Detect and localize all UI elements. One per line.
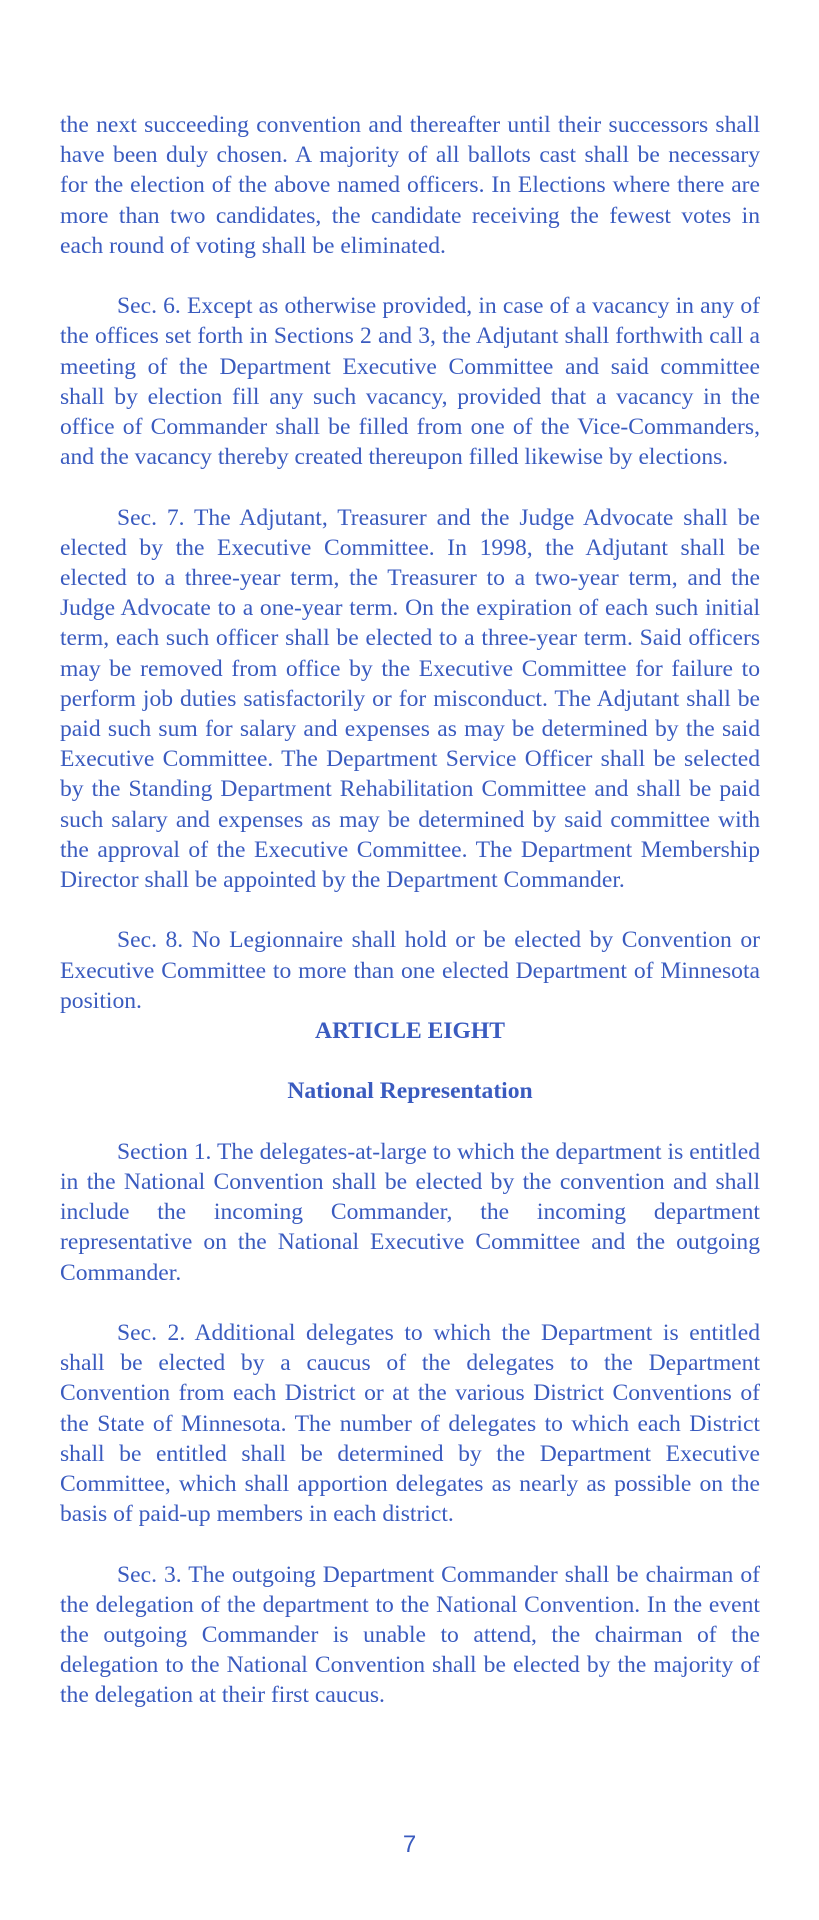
paragraph-sec-6: Sec. 6. Except as otherwise provided, in case of a vacancy in any of the offices set forth in Sections 2 and 3, the Adjutant shall forthwith call a meeting of the Department Executive Committee and said committee shall by election fill any such vacancy, provided that a vacancy in the office of Commander shall be filled from one of the Vice-Commanders, and the vacancy thereby created thereupon filled likewise by elections. [60, 293, 760, 471]
page-number: 7 [402, 1831, 417, 1858]
paragraph-sec-2: Sec. 2. Additional delegates to which the Department is entitled shall be elected by a caucus of the delegates to the Department Convention from each District or at the various District Conventions of the State of Minnesota. The number of delegates to which each District shall be entitled shall be determined by the Department Executive Committee, which shall apportion delegates as nearly as possible on the basis of paid-up members in each district. [60, 1320, 760, 1528]
paragraph-section-1: Section 1. The delegates-at-large to which the department is entitled in the National Convention shall be elected by the convention and shall include the incoming Commander, the incoming department representative on the National Executive Committee and the outgoing Commander. [60, 1138, 760, 1286]
article-title: ARTICLE EIGHT [315, 1018, 505, 1045]
paragraph-sec-8: Sec. 8. No Legionnaire shall hold or be elected by Convention or Executive Committee to more than one elected Department of Minnesota position. [60, 927, 760, 1014]
paragraph-continuation: the next succeeding convention and thereafter until their successors shall have been duly chosen. A majority of all ballots cast shall be necessary for the election of the above named officers. In Elections where there are more than two candidates, the candidate receiving the fewest votes in each round of voting shall be eliminated. [60, 112, 760, 259]
document-page [60, 110, 760, 1711]
article-subtitle: National Representation [287, 1078, 533, 1105]
paragraph-sec-7: Sec. 7. The Adjutant, Treasurer and the Judge Advocate shall be elected by the Executive Committee. In 1998, the Adjutant shall be elected to a three-year term, the Treasurer to a two-year term, and the Judge Advocate to a one-year term. On the expiration of each such initial term, each such officer shall be elected to a three-year term. Said officers may be removed from office by the Executive Committee for failure to perform job duties satisfactorily or for misconduct. The Adjutant shall be paid such sum for salary and expenses as may be determined by the said Executive Committee. The Department Service Officer shall be selected by the Standing Department Rehabilitation Committee and shall be paid such salary and expenses as may be determined by said committee with the approval of the Executive Committee. The Department Membership Director shall be appointed by the Department Commander. [60, 504, 760, 894]
paragraph-sec-3: Sec. 3. The outgoing Department Commander shall be chairman of the delegation of the department to the National Convention. In the event the outgoing Commander is unable to attend, the chairman of the delegation to the National Convention shall be elected by the majority of the delegation at their first caucus. [60, 1561, 760, 1709]
